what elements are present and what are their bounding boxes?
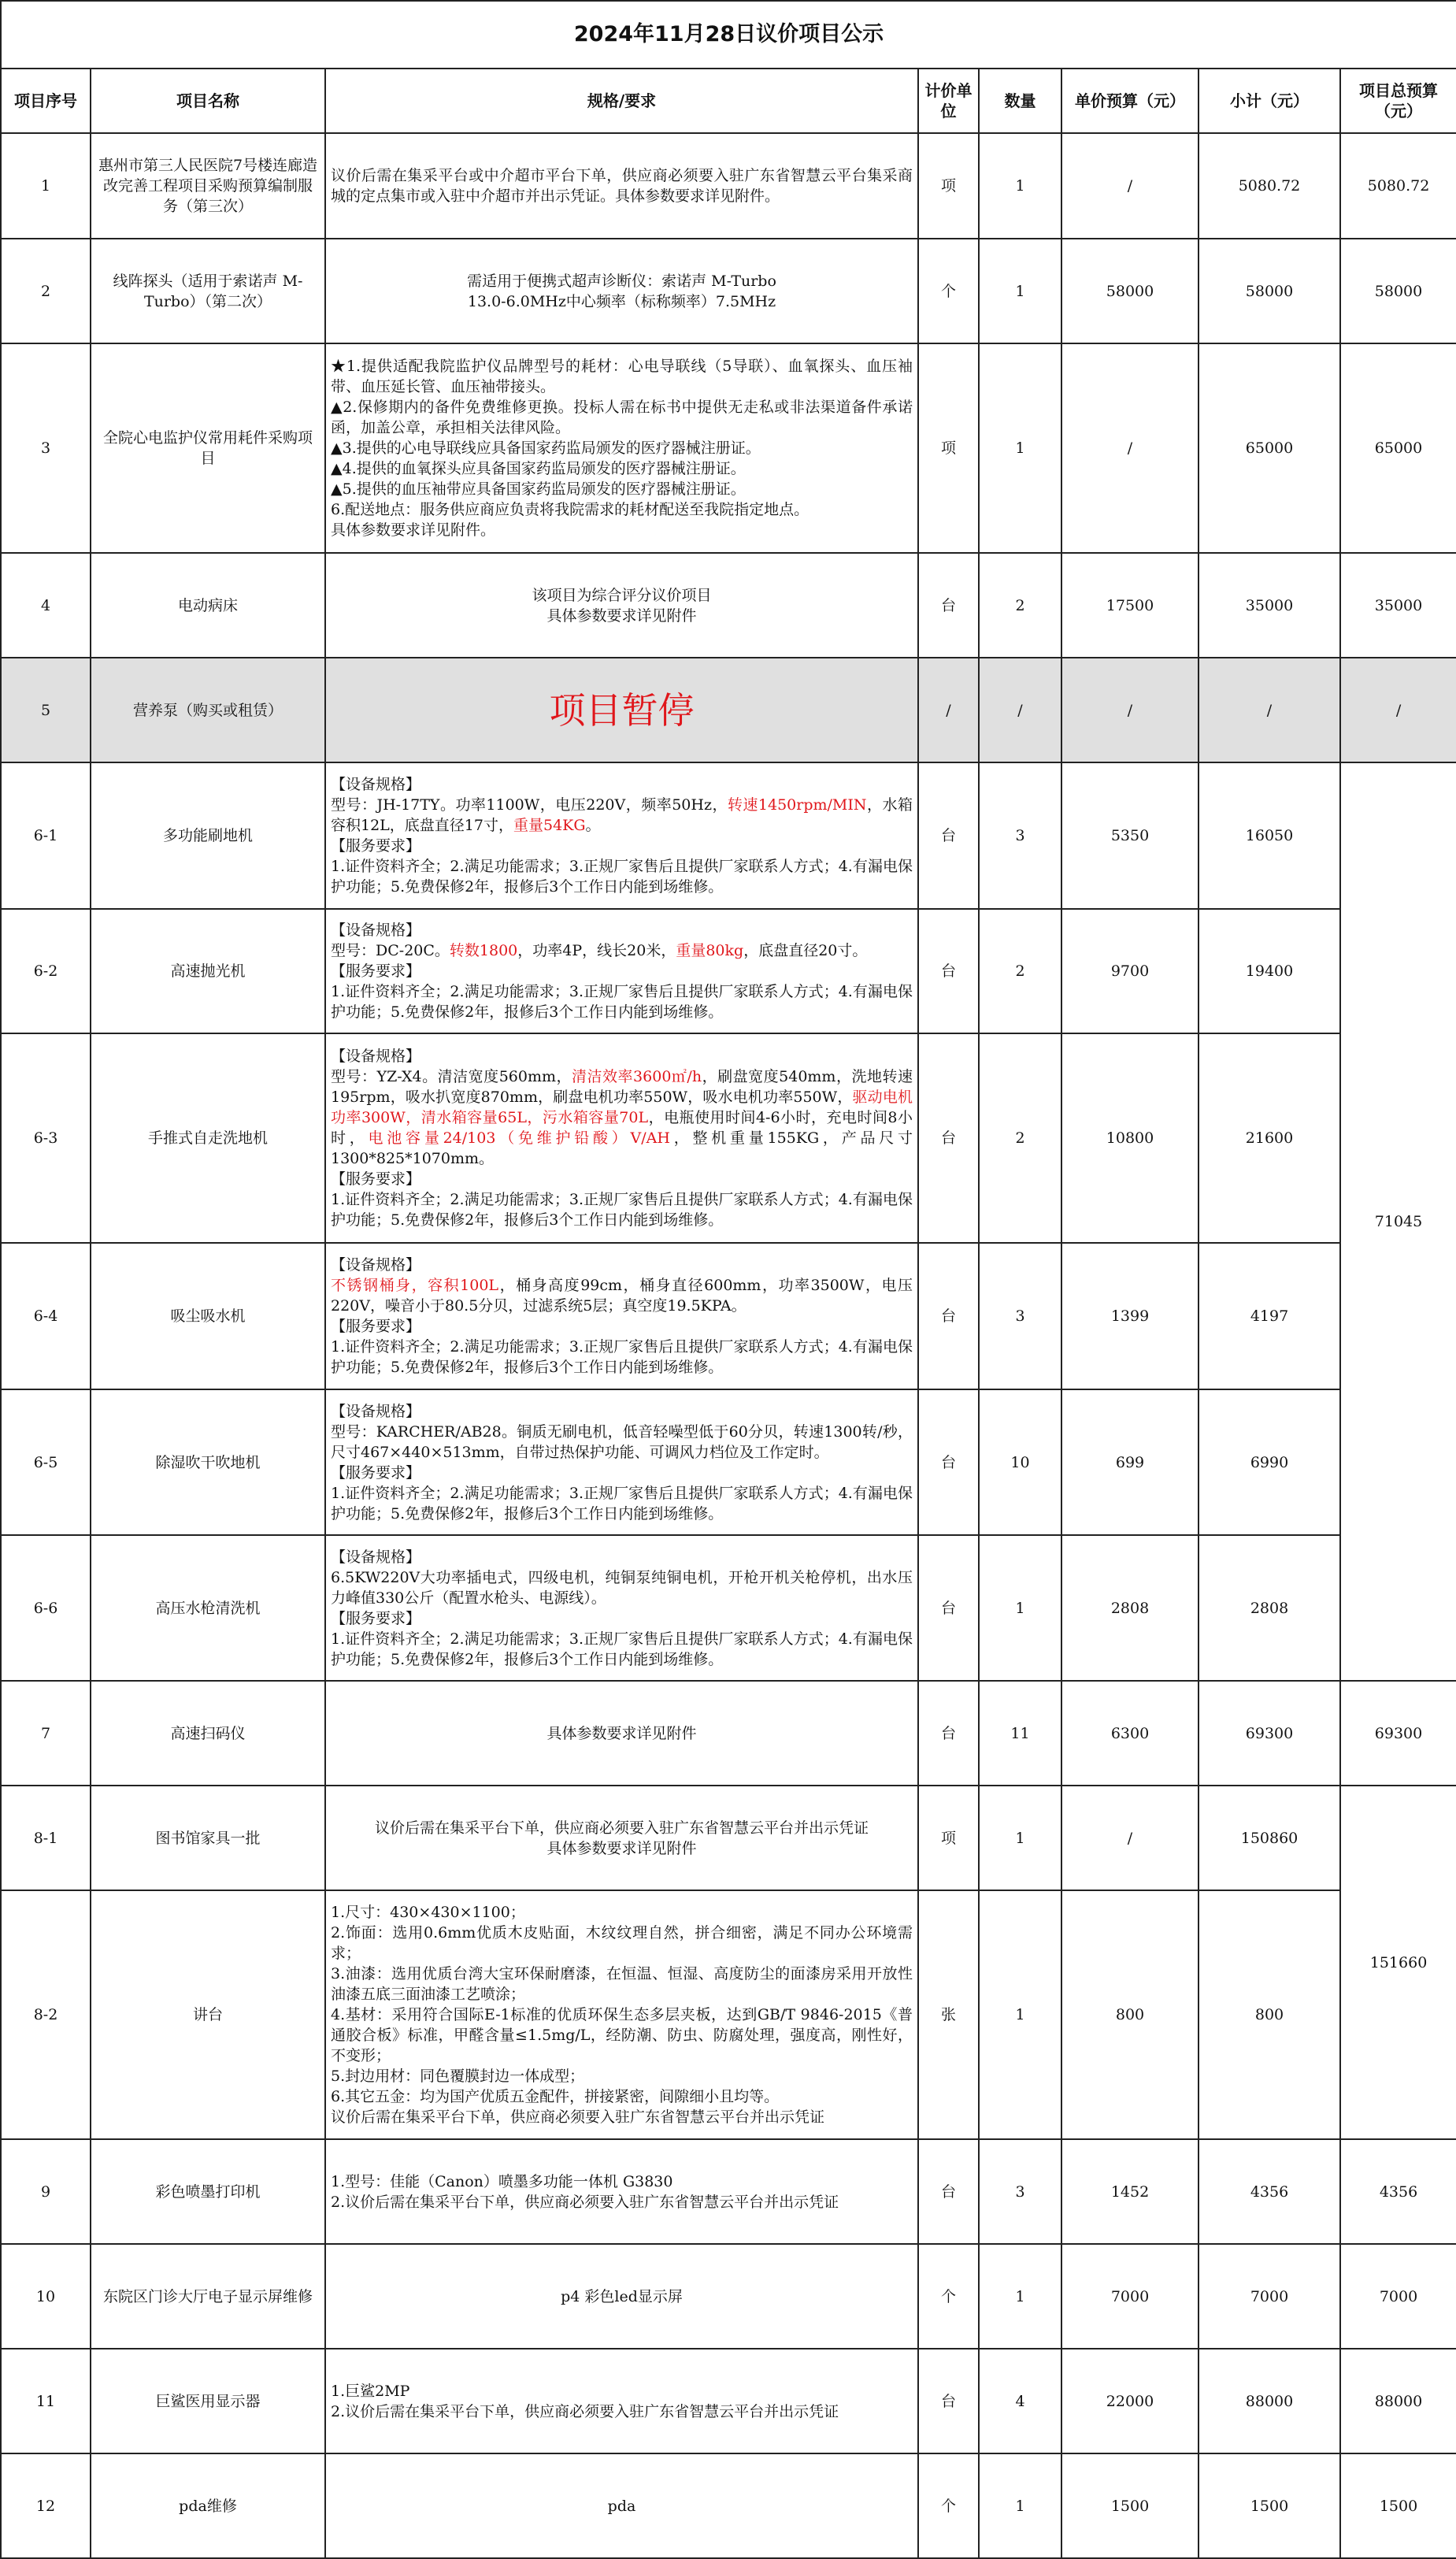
row-spec	[325, 1033, 918, 1243]
row-unit: 项	[918, 133, 979, 239]
row-qty: /	[979, 658, 1061, 762]
spec-text: 型号：YZ-X4。清洁宽度560mm，	[331, 1068, 572, 1085]
row-unit: 张	[918, 1890, 979, 2139]
row-spec	[325, 762, 918, 909]
spec-text: ，底盘直径20寸。	[743, 942, 868, 959]
row-subtotal: 88000	[1199, 2349, 1340, 2453]
row-seq: 6-4	[1, 1243, 91, 1389]
table-row	[1, 1389, 1456, 1535]
row-seq: 1	[1, 133, 91, 239]
row-qty: 1	[979, 343, 1061, 553]
spec-heading: 【服务要求】	[331, 962, 421, 980]
row-qty: 1	[979, 239, 1061, 343]
spec-line: 1.证件资料齐全；2.满足功能需求；3.正规厂家售后且提供厂家联系人方式；4.有漏电保护功能；5.免费保修2年，报修后3个工作日内能到场维修。	[331, 1484, 913, 1522]
row-price: 9700	[1061, 909, 1199, 1033]
row-name: pda维修	[91, 2453, 325, 2558]
spec-highlight: 电池容量24/103（免维护铅酸）V/AH	[368, 1129, 670, 1147]
row-price: /	[1061, 343, 1199, 553]
row-spec	[325, 553, 918, 658]
spec-line: 1.证件资料齐全；2.满足功能需求；3.正规厂家售后且提供厂家联系人方式；4.有漏电保护功能；5.免费保修2年，报修后3个工作日内能到场维修。	[331, 983, 913, 1021]
header-total: 项目总预算（元）	[1340, 69, 1456, 133]
spec-heading: 【设备规格】	[331, 1548, 421, 1566]
row-price: 699	[1061, 1389, 1199, 1535]
row-name: 图书馆家具一批	[91, 1786, 325, 1890]
header-qty: 数量	[979, 69, 1061, 133]
spec-text: ，电瓶使用时间4-6小时，充电时间8小时，	[331, 1109, 913, 1147]
row-price: /	[1061, 133, 1199, 239]
row-qty: 1	[979, 133, 1061, 239]
table-row	[1, 1890, 1456, 2139]
row-spec	[325, 2349, 918, 2453]
table-row	[1, 2349, 1456, 2453]
spec-line: 需适用于便携式超声诊断仪：索诺声 M-Turbo	[467, 272, 776, 290]
row-spec	[325, 239, 918, 343]
spec-heading: 【设备规格】	[331, 1402, 421, 1420]
row-name: 惠州市第三人民医院7号楼连廊造改完善工程项目采购预算编制服务（第三次）	[91, 133, 325, 239]
row-price: 58000	[1061, 239, 1199, 343]
row-subtotal: 4356	[1199, 2139, 1340, 2244]
row-unit: 台	[918, 909, 979, 1033]
row-name: 巨鲨医用显示器	[91, 2349, 325, 2453]
table-row	[1, 1786, 1456, 1890]
row-seq: 6-1	[1, 762, 91, 909]
spec-text: 型号：JH-17TY。功率1100W，电压220V，频率50Hz，	[331, 796, 728, 814]
row-qty: 1	[979, 2453, 1061, 2558]
spec-heading: 【设备规格】	[331, 1256, 421, 1274]
spec-heading: 【设备规格】	[331, 922, 421, 939]
row-price: 2808	[1061, 1535, 1199, 1681]
row-seq: 11	[1, 2349, 91, 2453]
row-subtotal: 7000	[1199, 2244, 1340, 2349]
row-qty: 1	[979, 1786, 1061, 1890]
table-row	[1, 2139, 1456, 2244]
spec-line: 该项目为综合评分议价项目	[532, 586, 712, 604]
spec-text: ，整机重量155KG，产品尺寸1300*825*1070mm。	[331, 1129, 913, 1167]
spec-line: 1.证件资料齐全；2.满足功能需求；3.正规厂家售后且提供厂家联系人方式；4.有漏电保护功能；5.免费保修2年，报修后3个工作日内能到场维修。	[331, 1630, 913, 1668]
row-price: /	[1061, 1786, 1199, 1890]
row-seq: 2	[1, 239, 91, 343]
spec-line	[331, 795, 913, 836]
row-qty: 1	[979, 1890, 1061, 2139]
row-subtotal: 19400	[1199, 909, 1340, 1033]
spec-highlight: 重量80kg	[676, 942, 744, 959]
row-spec: pda	[325, 2453, 918, 2558]
row-total: 65000	[1340, 343, 1456, 553]
row-qty: 10	[979, 1389, 1061, 1535]
row-total: 4356	[1340, 2139, 1456, 2244]
row-qty: 2	[979, 553, 1061, 658]
row-spec	[325, 2139, 918, 2244]
spec-line: 具体参数要求详见附件	[546, 1839, 697, 1857]
page-title: 2024年11月28日议价项目公示	[1, 1, 1456, 69]
row-subtotal: 6990	[1199, 1389, 1340, 1535]
table-row	[1, 762, 1456, 909]
spec-highlight: 重量54KG	[513, 817, 586, 834]
row-seq: 4	[1, 553, 91, 658]
row-name: 高压水枪清洗机	[91, 1535, 325, 1681]
row-name: 多功能刷地机	[91, 762, 325, 909]
row-unit: 台	[918, 1389, 979, 1535]
spec-highlight: 转速1450rpm/MIN	[727, 796, 867, 814]
row-subtotal: 2808	[1199, 1535, 1340, 1681]
row-unit: 个	[918, 239, 979, 343]
table-row-paused	[1, 658, 1456, 762]
spec-line	[331, 1066, 913, 1169]
row-subtotal: 1500	[1199, 2453, 1340, 2558]
paused-label: 项目暂停	[325, 658, 918, 762]
row-qty: 3	[979, 1243, 1061, 1389]
row-unit: 个	[918, 2244, 979, 2349]
row-unit: 台	[918, 1535, 979, 1681]
spec-line	[331, 1275, 913, 1316]
row-unit: 台	[918, 553, 979, 658]
table-row	[1, 2244, 1456, 2349]
row-name: 电动病床	[91, 553, 325, 658]
row-total: 1500	[1340, 2453, 1456, 2558]
row-qty: 11	[979, 1681, 1061, 1786]
row-spec: 议价后需在集采平台或中介超市平台下单，供应商必须要入驻广东省智慧云平台集采商城的定点集市或入驻中介超市并出示凭证。具体参数要求详见附件。	[325, 133, 918, 239]
header-subtotal: 小计（元）	[1199, 69, 1340, 133]
spec-highlight: 清洁效率3600㎡/h	[572, 1068, 702, 1085]
spec-text: 型号：DC-20C。	[331, 942, 450, 959]
row-subtotal: 800	[1199, 1890, 1340, 2139]
spec-line: 3.油漆：选用优质台湾大宝环保耐磨漆，在恒温、恒湿、高度防尘的面漆房采用开放性油漆五底三面油漆工艺喷涂；	[331, 1965, 913, 2003]
row-subtotal: 4197	[1199, 1243, 1340, 1389]
table-row	[1, 133, 1456, 239]
row-qty: 1	[979, 1535, 1061, 1681]
row-price: 1500	[1061, 2453, 1199, 2558]
row-qty: 2	[979, 909, 1061, 1033]
row-unit: 个	[918, 2453, 979, 2558]
row-subtotal: 58000	[1199, 239, 1340, 343]
spec-highlight: 驱动电机功率300W，清水箱容量65L，污水箱容量70L	[331, 1089, 913, 1126]
table-row	[1, 553, 1456, 658]
header-seq: 项目序号	[1, 69, 91, 133]
spec-line: 6.5KW220V大功率插电式，四级电机，纯铜泵纯铜电机，开枪开机关枪停机，出水压力峰值330公斤（配置水枪头、电源线）。	[331, 1568, 913, 1607]
row-qty: 3	[979, 2139, 1061, 2244]
table-row	[1, 1033, 1456, 1243]
spec-heading: 【服务要求】	[331, 1609, 421, 1627]
row-price: 17500	[1061, 553, 1199, 658]
row-price: 1452	[1061, 2139, 1199, 2244]
spec-text: ，桶身高度99cm，桶身直径600mm，功率3500W，电压220V，噪音小于80.5分贝，过滤系统5层；真空度19.5KPA。	[331, 1277, 913, 1315]
header-name: 项目名称	[91, 69, 325, 133]
row-unit: 台	[918, 762, 979, 909]
spec-line: ▲2.保修期内的备件免费维修更换。投标人需在标书中提供无走私或非法渠道备件承诺函，加盖公章，承担相关法律风险。	[331, 399, 913, 436]
header-spec: 规格/要求	[325, 69, 918, 133]
row-spec	[325, 1389, 918, 1535]
spec-text: ，功率4P，线长20米，	[517, 942, 676, 959]
row-subtotal: 16050	[1199, 762, 1340, 909]
row-seq: 8-1	[1, 1786, 91, 1890]
row-unit: 项	[918, 1786, 979, 1890]
row-name: 吸尘吸水机	[91, 1243, 325, 1389]
row-qty: 2	[979, 1033, 1061, 1243]
row-subtotal: /	[1199, 658, 1340, 762]
row-spec	[325, 343, 918, 553]
row-total: /	[1340, 658, 1456, 762]
row-seq: 6-2	[1, 909, 91, 1033]
row-seq: 3	[1, 343, 91, 553]
spec-heading: 【服务要求】	[331, 1463, 421, 1482]
row-total: 7000	[1340, 2244, 1456, 2349]
spec-line: 2.饰面：选用0.6mm优质木皮贴面，木纹纹理自然，拼合细密，满足不同办公环境需求；	[331, 1924, 913, 1962]
row-spec	[325, 1535, 918, 1681]
spec-line: 2.议价后需在集采平台下单，供应商必须要入驻广东省智慧云平台并出示凭证	[331, 2402, 839, 2420]
row-seq: 6-5	[1, 1389, 91, 1535]
header-unit: 计价单位	[918, 69, 979, 133]
spec-line: 1.证件资料齐全；2.满足功能需求；3.正规厂家售后且提供厂家联系人方式；4.有漏电保护功能；5.免费保修2年，报修后3个工作日内能到场维修。	[331, 1191, 913, 1229]
row-price: 1399	[1061, 1243, 1199, 1389]
spec-line	[331, 940, 913, 961]
row-name: 营养泵（购买或租赁）	[91, 658, 325, 762]
row-price: 22000	[1061, 2349, 1199, 2453]
row-seq: 7	[1, 1681, 91, 1786]
spec-text: ，水箱容积12L，底盘直径17寸，	[331, 796, 913, 834]
row-subtotal: 65000	[1199, 343, 1340, 553]
row-name: 线阵探头（适用于索诺声 M-Turbo）（第二次）	[91, 239, 325, 343]
row-name: 除湿吹干吹地机	[91, 1389, 325, 1535]
row-name: 讲台	[91, 1890, 325, 2139]
row-seq: 12	[1, 2453, 91, 2558]
table-row	[1, 239, 1456, 343]
row-total: 58000	[1340, 239, 1456, 343]
row-subtotal: 35000	[1199, 553, 1340, 658]
spec-line: 4.基材：采用符合国际E-1标准的优质环保生态多层夹板，达到GB/T 9846-2015《普通胶合板》标准，甲醛含量≤1.5mg/L，经防潮、防虫、防腐处理，强度高，刚性好，不变形；	[331, 2006, 913, 2064]
row-seq: 8-2	[1, 1890, 91, 2139]
header-price: 单价预算（元）	[1061, 69, 1199, 133]
row-subtotal: 5080.72	[1199, 133, 1340, 239]
row-spec: p4 彩色led显示屏	[325, 2244, 918, 2349]
spec-line: 1.尺寸：430×430×1100；	[331, 1904, 525, 1921]
row-price: 10800	[1061, 1033, 1199, 1243]
table-row	[1, 343, 1456, 553]
row-seq: 6-3	[1, 1033, 91, 1243]
row-seq: 6-6	[1, 1535, 91, 1681]
row-unit: 台	[918, 1243, 979, 1389]
row-spec	[325, 1890, 918, 2139]
table-row	[1, 1681, 1456, 1786]
spec-line: ▲4.提供的血氧探头应具备国家药监局颁发的医疗器械注册证。	[331, 460, 746, 477]
row-total: 69300	[1340, 1681, 1456, 1786]
row-name: 高速抛光机	[91, 909, 325, 1033]
spec-heading: 【服务要求】	[331, 837, 421, 855]
row-unit: 台	[918, 2139, 979, 2244]
row-price: 7000	[1061, 2244, 1199, 2349]
row-name: 彩色喷墨打印机	[91, 2139, 325, 2244]
spec-text: 。	[585, 817, 601, 834]
spec-line: 1.型号：佳能（Canon）喷墨多功能一体机 G3830	[331, 2172, 673, 2190]
row-spec	[325, 1243, 918, 1389]
spec-highlight: 转数1800	[449, 942, 518, 959]
spec-heading: 【设备规格】	[331, 1048, 421, 1065]
spec-heading: 【服务要求】	[331, 1318, 421, 1335]
header-row	[1, 69, 1456, 133]
row-price: /	[1061, 658, 1199, 762]
row-spec	[325, 1786, 918, 1890]
spec-heading: 【设备规格】	[331, 776, 421, 793]
row-subtotal: 150860	[1199, 1786, 1340, 1890]
spec-line: ▲5.提供的血压袖带应具备国家药监局颁发的医疗器械注册证。	[331, 480, 746, 498]
spec-heading: 【服务要求】	[331, 1170, 421, 1188]
row-seq: 9	[1, 2139, 91, 2244]
row-qty: 1	[979, 2244, 1061, 2349]
spec-line: 具体参数要求详见附件	[546, 606, 697, 625]
row-unit: 台	[918, 1681, 979, 1786]
spec-line: 1.巨鲨2MP	[331, 2382, 410, 2400]
row-price: 800	[1061, 1890, 1199, 2139]
spec-line: 1.证件资料齐全；2.满足功能需求；3.正规厂家售后且提供厂家联系人方式；4.有漏电保护功能；5.免费保修2年，报修后3个工作日内能到场维修。	[331, 858, 913, 896]
spec-line: 6.配送地点：服务供应商应负责将我院需求的耗材配送至我院指定地点。	[331, 501, 810, 518]
row-price: 6300	[1061, 1681, 1199, 1786]
row-spec: 具体参数要求详见附件	[325, 1681, 918, 1786]
spec-line: ▲3.提供的心电导联线应具备国家药监局颁发的医疗器械注册证。	[331, 439, 761, 457]
row-seq: 10	[1, 2244, 91, 2349]
spec-line: 13.0-6.0MHz中心频率（标称频率）7.5MHz	[467, 292, 776, 310]
row-spec	[325, 909, 918, 1033]
row-total: 88000	[1340, 2349, 1456, 2453]
row-name: 手推式自走洗地机	[91, 1033, 325, 1243]
spec-line: 6.其它五金：均为国产优质五金配件，拼接紧密，间隙细小且均等。	[331, 2088, 780, 2105]
row-total: 5080.72	[1340, 133, 1456, 239]
row-name: 东院区门诊大厅电子显示屏维修	[91, 2244, 325, 2349]
row-unit: 台	[918, 2349, 979, 2453]
row-unit: 项	[918, 343, 979, 553]
row-seq: 5	[1, 658, 91, 762]
group-total: 71045	[1340, 762, 1456, 1681]
table-row	[1, 1535, 1456, 1681]
row-qty: 3	[979, 762, 1061, 909]
row-subtotal: 21600	[1199, 1033, 1340, 1243]
row-subtotal: 69300	[1199, 1681, 1340, 1786]
spec-line: 具体参数要求详见附件。	[331, 521, 496, 539]
row-unit: 台	[918, 1033, 979, 1243]
table-row	[1, 2453, 1456, 2558]
row-unit: /	[918, 658, 979, 762]
spec-line: 2.议价后需在集采平台下单，供应商必须要入驻广东省智慧云平台并出示凭证	[331, 2193, 839, 2211]
spec-text: ，刷盘宽度540mm，洗地转速195rpm，吸水扒宽度870mm，刷盘电机功率550W，吸水电机功率550W，	[331, 1068, 913, 1106]
row-price: 5350	[1061, 762, 1199, 909]
spec-line: ★1.提供适配我院监护仪品牌型号的耗材：心电导联线（5导联）、血氧探头、血压袖带、血压延长管、血压袖带接头。	[331, 358, 913, 395]
row-name: 高速扫码仪	[91, 1681, 325, 1786]
table-row	[1, 1243, 1456, 1389]
spec-line: 1.证件资料齐全；2.满足功能需求；3.正规厂家售后且提供厂家联系人方式；4.有漏电保护功能；5.免费保修2年，报修后3个工作日内能到场维修。	[331, 1338, 913, 1376]
row-name: 全院心电监护仪常用耗件采购项目	[91, 343, 325, 553]
table-row	[1, 909, 1456, 1033]
row-qty: 4	[979, 2349, 1061, 2453]
row-total: 35000	[1340, 553, 1456, 658]
spec-line: 议价后需在集采平台下单，供应商必须要入驻广东省智慧云平台并出示凭证	[331, 2108, 825, 2126]
spec-line: 型号：KARCHER/AB28。铜质无刷电机，低音轻噪型低于60分贝，转速1300转/秒，尺寸467×440×513mm，自带过热保护功能、可调风力档位及工作定时。	[331, 1422, 913, 1461]
spec-line: 议价后需在集采平台下单，供应商必须要入驻广东省智慧云平台并出示凭证	[374, 1819, 869, 1837]
group-total: 151660	[1340, 1786, 1456, 2139]
spec-highlight: 不锈钢桶身，容积100L	[331, 1277, 499, 1294]
spec-line: 5.封边用材：同色覆膜封边一体成型；	[331, 2068, 585, 2085]
